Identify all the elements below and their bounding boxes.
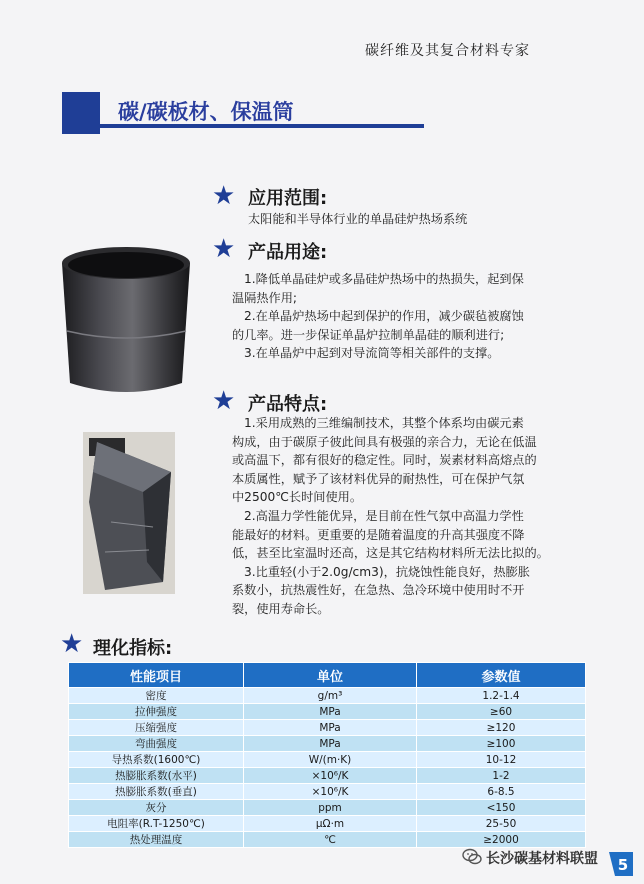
- spec-column-header: 单位: [244, 663, 417, 688]
- spec-value: 1.2-1.4: [417, 688, 586, 704]
- table-row: [69, 768, 586, 784]
- features-line: 裂，使用寿命长。: [232, 601, 330, 616]
- spec-property: 弯曲强度: [69, 736, 244, 752]
- features-line: 系数小，抗热震性好，在急热、急冷环境中使用时不开: [232, 583, 525, 598]
- spec-value: ≥120: [417, 720, 586, 736]
- spec-unit: ×10⁶/K: [244, 768, 417, 784]
- star-icon: ★: [212, 386, 236, 416]
- usage-line: 温隔热作用;: [232, 290, 298, 305]
- spec-table: [68, 662, 586, 848]
- features-line: 1.采用成熟的三维编制技术，其整个体系均由碳元素: [244, 416, 524, 430]
- carbon-plate-photo: [83, 432, 175, 594]
- features-line: 低，甚至比室温时还高，这是其它结构材料所无法比拟的。: [232, 546, 549, 561]
- features-line: 或高温下，都有很好的稳定性。同时，炭素材料高熔点的: [232, 453, 537, 468]
- spec-property: 导热系数(1600℃): [69, 752, 244, 768]
- features-line: 中2500℃长时间使用。: [232, 490, 363, 505]
- usage-text: [232, 270, 592, 363]
- spec-property: 压缩强度: [69, 720, 244, 736]
- usage-line: 3.在单晶炉中起到对导流筒等相关部件的支撑。: [244, 346, 500, 361]
- table-row: [69, 832, 586, 848]
- spec-value: 25-50: [417, 816, 586, 832]
- features-line: 3.比重轻(小于2.0g/cm3)，抗烧蚀性能良好，热膨胀: [244, 564, 530, 579]
- usage-line: 1.降低单晶硅炉或多晶硅炉热场中的热损失，起到保: [244, 272, 524, 286]
- section-heading-features: 产品特点:: [248, 394, 328, 415]
- table-row: [69, 704, 586, 720]
- features-line: 本质属性，赋予了该材料优异的耐热性，可在保护气氛: [232, 471, 525, 486]
- spec-value: 10-12: [417, 752, 586, 768]
- spec-property: 热处理温度: [69, 832, 244, 848]
- spec-column-header: 参数值: [417, 663, 586, 688]
- page-number-badge: [609, 852, 633, 876]
- spec-unit: g/m³: [244, 688, 417, 704]
- spec-value: 1-2: [417, 768, 586, 784]
- spec-property: 热膨胀系数(水平): [69, 768, 244, 784]
- star-icon: ★: [212, 181, 236, 211]
- spec-column-header: 性能项目: [69, 663, 244, 688]
- spec-unit: ×10⁶/K: [244, 784, 417, 800]
- page-title: 碳/碳板材、保温筒: [118, 100, 294, 124]
- spec-property: 电阻率(R.T-1250℃): [69, 816, 244, 832]
- table-row: [69, 784, 586, 800]
- section-heading-application: 应用范围:: [248, 188, 328, 209]
- star-icon: ★: [212, 234, 236, 264]
- spec-value: <150: [417, 800, 586, 816]
- spec-unit: MPa: [244, 704, 417, 720]
- table-row: [69, 816, 586, 832]
- table-row: [69, 720, 586, 736]
- wechat-icon: [462, 848, 482, 866]
- spec-unit: MPa: [244, 720, 417, 736]
- spec-unit: ℃: [244, 832, 417, 848]
- table-row: [69, 800, 586, 816]
- spec-unit: W/(m·K): [244, 752, 417, 768]
- usage-line: 2.在单晶炉热场中起到保护的作用，减少碳毡被腐蚀: [244, 309, 524, 324]
- spec-property: 密度: [69, 688, 244, 704]
- spec-value: 6-8.5: [417, 784, 586, 800]
- spec-property: 拉伸强度: [69, 704, 244, 720]
- table-row: [69, 688, 586, 704]
- spec-table-header-row: [69, 663, 586, 688]
- spec-value: ≥60: [417, 704, 586, 720]
- table-row: [69, 752, 586, 768]
- features-line: 构成，由于碳原子彼此间具有极强的亲合力，无论在低温: [232, 434, 537, 449]
- usage-line: 的几率。进一步保证单晶炉拉制单晶硅的顺利进行;: [232, 327, 505, 342]
- spec-value: ≥2000: [417, 832, 586, 848]
- footer-brand: 长沙碳基材料联盟: [486, 851, 598, 867]
- application-text: 太阳能和半导体行业的单晶硅炉热场系统: [248, 212, 468, 226]
- header-tagline: 碳纤维及其复合材料专家: [365, 43, 530, 59]
- section-heading-specs: 理化指标:: [93, 638, 173, 659]
- section-heading-usage: 产品用途:: [248, 242, 328, 263]
- title-underline: [62, 124, 424, 128]
- star-icon: ★: [60, 629, 84, 659]
- features-text: [232, 414, 592, 619]
- spec-property: 热膨胀系数(垂直): [69, 784, 244, 800]
- insulation-cylinder-photo: [60, 243, 192, 393]
- page-number: 5: [617, 856, 629, 874]
- spec-value: ≥100: [417, 736, 586, 752]
- spec-unit: μΩ·m: [244, 816, 417, 832]
- spec-property: 灰分: [69, 800, 244, 816]
- features-line: 2.高温力学性能优异，是目前在性气氛中高温力学性: [244, 508, 524, 523]
- spec-unit: ppm: [244, 800, 417, 816]
- spec-unit: MPa: [244, 736, 417, 752]
- table-row: [69, 736, 586, 752]
- features-line: 能最好的材料。更重要的是随着温度的升高其强度不降: [232, 527, 525, 542]
